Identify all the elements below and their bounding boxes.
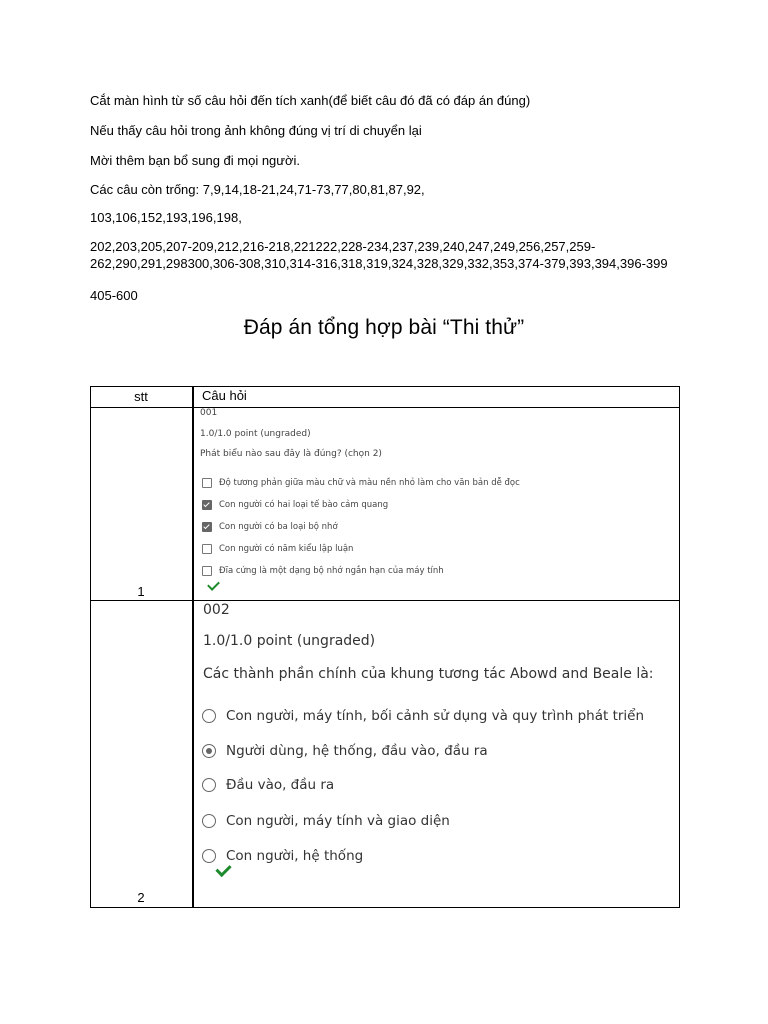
question-points: 1.0/1.0 point (ungraded) xyxy=(203,633,376,649)
intro-line-7: 405-600 xyxy=(90,288,138,303)
option-label: Người dùng, hệ thống, đầu vào, đầu ra xyxy=(226,743,488,759)
option-label: Độ tương phản giữa màu chữ và màu nền nhỏ làm cho văn bản dễ đọc xyxy=(219,478,520,488)
table-border-right-bottom xyxy=(679,600,680,908)
table-row-divider xyxy=(90,600,680,601)
option-radio[interactable] xyxy=(202,708,644,724)
checkbox-checked-icon[interactable] xyxy=(202,500,212,510)
option-radio[interactable] xyxy=(202,743,488,759)
option-label: Con người có ba loại bộ nhớ xyxy=(219,522,338,532)
header-question: Câu hỏi xyxy=(202,388,247,403)
option-radio[interactable] xyxy=(202,777,334,793)
checkbox-checked-icon[interactable] xyxy=(202,522,212,532)
option-checkbox[interactable] xyxy=(202,522,338,532)
radio-unselected-icon[interactable] xyxy=(202,709,216,723)
table-header-divider xyxy=(90,407,680,408)
table-border-right-top xyxy=(679,386,680,600)
table-border-bottom xyxy=(90,907,680,908)
question-prompt: Các thành phần chính của khung tương tác Abowd and Beale là: xyxy=(203,666,654,682)
header-stt: stt xyxy=(134,389,148,404)
option-label: Con người có hai loại tế bào cảm quang xyxy=(219,500,389,510)
page-title: Đáp án tổng hợp bài “Thi thử” xyxy=(243,316,525,339)
option-label: Con người, máy tính và giao diện xyxy=(226,813,450,829)
radio-selected-icon[interactable] xyxy=(202,744,216,758)
answer-table xyxy=(90,386,680,908)
option-label: Con người có năm kiểu lập luận xyxy=(219,544,354,554)
table-border-top xyxy=(90,386,680,387)
row-1-number: 1 xyxy=(137,584,145,599)
option-label: Đĩa cứng là một dạng bộ nhớ ngắn hạn của máy tính xyxy=(219,566,444,576)
option-radio[interactable] xyxy=(202,813,450,829)
question-points: 1.0/1.0 point (ungraded) xyxy=(200,429,311,439)
checkbox-unchecked-icon[interactable] xyxy=(202,544,212,554)
radio-unselected-icon[interactable] xyxy=(202,778,216,792)
option-label: Đầu vào, đầu ra xyxy=(226,777,335,793)
question-prompt: Phát biểu nào sau đây là đúng? (chọn 2) xyxy=(200,449,382,459)
question-code: 002 xyxy=(203,602,230,618)
option-checkbox[interactable] xyxy=(202,566,444,576)
option-label: Con người, máy tính, bối cảnh sử dụng và quy trình phát triển xyxy=(226,708,645,724)
row-2-number: 2 xyxy=(137,890,145,905)
radio-unselected-icon[interactable] xyxy=(202,849,216,863)
intro-line-5: 103,106,152,193,196,198, xyxy=(90,210,242,225)
intro-line-4: Các câu còn trống: 7,9,14,18-21,24,71-73,77,80,81,87,92, xyxy=(90,182,425,197)
checkbox-unchecked-icon[interactable] xyxy=(202,478,212,488)
option-label: Con người, hệ thống xyxy=(226,848,364,864)
intro-line-3: Mời thêm bạn bổ sung đi mọi người. xyxy=(90,153,301,168)
table-column-divider xyxy=(192,386,194,908)
radio-unselected-icon[interactable] xyxy=(202,814,216,828)
table-border-left xyxy=(90,386,91,908)
intro-line-6: 202,203,205,207-209,212,216-218,221222,228-234,237,239,240,247,249,256,257,259-262,290,291,298300,306-308,310,314-316,318,319,324,328,329,332,353,374-379,393,394,396-399 xyxy=(90,239,668,271)
option-checkbox[interactable] xyxy=(202,478,520,488)
question-code: 001 xyxy=(200,408,218,418)
check-icon xyxy=(207,578,220,591)
intro-line-1: Cắt màn hình từ số câu hỏi đến tích xanh(để biết câu đó đã có đáp án đúng) xyxy=(90,93,531,108)
option-checkbox[interactable] xyxy=(202,544,353,554)
checkbox-unchecked-icon[interactable] xyxy=(202,566,212,576)
option-checkbox[interactable] xyxy=(202,500,388,510)
intro-line-2: Nếu thấy câu hỏi trong ảnh không đúng vị trí di chuyển lại xyxy=(90,123,422,138)
